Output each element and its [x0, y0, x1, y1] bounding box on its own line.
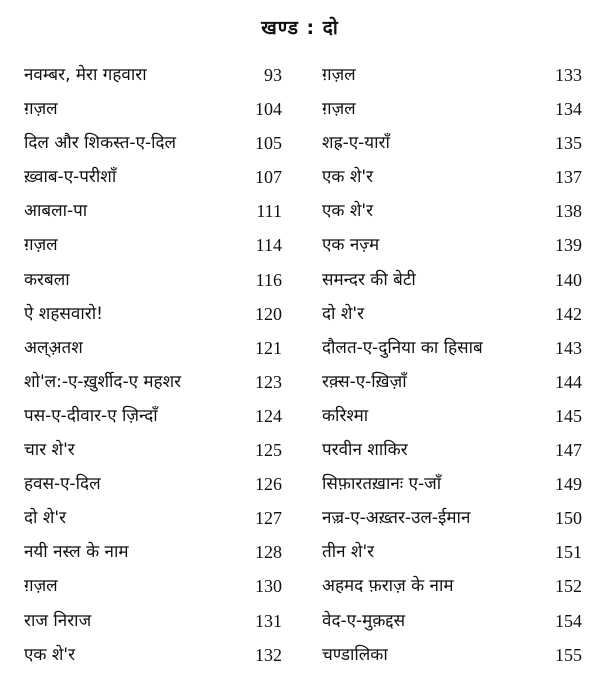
entry-page-number: 130 — [255, 576, 282, 597]
contents-entry — [24, 365, 282, 399]
entry-page-number: 125 — [255, 440, 282, 461]
entry-title: अल्अ़तश — [24, 337, 83, 358]
entry-title: एक शे'र — [322, 201, 374, 222]
entry-title: सिफ़ारतख़ानः ए-जाँ — [322, 474, 442, 495]
entry-page-number: 154 — [555, 610, 582, 631]
contents-entry — [24, 467, 282, 501]
entry-page-number: 139 — [555, 235, 582, 256]
entry-page-number: 135 — [555, 133, 582, 154]
entry-title: नज़्र-ए-अख़्तर-उल-ईमान — [322, 508, 471, 529]
right-contents-column — [322, 58, 582, 672]
entry-title: ग़ज़ल — [24, 235, 58, 256]
entry-title: ऐ शहसवारो! — [24, 303, 103, 324]
entry-page-number: 149 — [555, 474, 582, 495]
entry-page-number: 126 — [255, 474, 282, 495]
entry-title: ग़ज़ल — [24, 99, 58, 120]
contents-entry — [24, 263, 282, 297]
contents-entry — [322, 399, 582, 433]
entry-page-number: 93 — [264, 65, 282, 85]
entry-page-number: 131 — [255, 610, 282, 631]
entry-title: आबला-पा — [24, 201, 88, 222]
contents-entry — [322, 126, 582, 160]
entry-page-number: 114 — [255, 235, 282, 256]
entry-title: तीन शे'र — [322, 542, 375, 563]
contents-entry — [322, 433, 582, 467]
entry-page-number: 132 — [255, 644, 282, 665]
contents-entry — [24, 126, 282, 160]
contents-entry — [322, 535, 582, 569]
entry-title: एक शे'र — [24, 644, 76, 665]
contents-entry — [24, 638, 282, 672]
contents-entry — [322, 263, 582, 297]
entry-page-number: 137 — [555, 167, 582, 188]
entry-page-number: 123 — [255, 371, 282, 392]
entry-title: दो शे'र — [24, 508, 67, 529]
contents-entry — [322, 228, 582, 262]
contents-entry — [322, 194, 582, 228]
contents-entry — [24, 58, 282, 92]
entry-page-number: 107 — [255, 167, 282, 188]
entry-title: हवस-ए-दिल — [24, 474, 101, 495]
entry-page-number: 121 — [255, 337, 282, 358]
entry-title: दिल और शिकस्त-ए-दिल — [24, 133, 177, 154]
entry-title: नयी नस्ल के नाम — [24, 542, 129, 563]
entry-page-number: 116 — [255, 269, 282, 290]
entry-page-number: 143 — [555, 337, 582, 358]
entry-page-number: 144 — [555, 371, 582, 392]
entry-title: पस-ए-दीवार-ए ज़िन्दाँ — [24, 405, 158, 426]
entry-page-number: 105 — [255, 133, 282, 154]
entry-title: रक़्स-ए-ख़िज़ाँ — [322, 371, 407, 392]
contents-entry — [322, 58, 582, 92]
entry-page-number: 142 — [555, 303, 582, 324]
contents-entry — [322, 92, 582, 126]
entry-page-number: 124 — [255, 405, 282, 426]
entry-title: दौलत-ए-दुनिया का हिसाब — [322, 337, 483, 358]
entry-page-number: 140 — [555, 269, 582, 290]
entry-page-number: 145 — [555, 405, 582, 426]
contents-entry — [24, 160, 282, 194]
contents-entry — [24, 297, 282, 331]
entry-page-number: 134 — [555, 99, 582, 120]
section-title: खण्ड : दो — [261, 17, 339, 39]
contents-entry — [24, 399, 282, 433]
entry-page-number: 111 — [256, 201, 282, 222]
entry-title: ख़्वाब-ए-परीशाँ — [24, 167, 117, 188]
contents-entry — [322, 297, 582, 331]
entry-page-number: 138 — [555, 201, 582, 222]
contents-entry — [322, 160, 582, 194]
entry-title: ग़ज़ल — [322, 65, 356, 85]
entry-title: करिश्मा — [322, 405, 369, 426]
entry-title: ग़ज़ल — [24, 576, 58, 597]
entry-page-number: 133 — [555, 65, 582, 85]
entry-title: शह्र-ए-याराँ — [322, 133, 390, 154]
entry-page-number: 147 — [555, 440, 582, 461]
entry-title: समन्दर की बेटी — [322, 269, 416, 290]
entry-page-number: 152 — [555, 576, 582, 597]
entry-page-number: 155 — [555, 644, 582, 665]
contents-entry — [24, 501, 282, 535]
entry-page-number: 128 — [255, 542, 282, 563]
entry-title: राज निराज — [24, 610, 92, 631]
contents-entry — [322, 467, 582, 501]
entry-title: परवीन शाकिर — [322, 440, 408, 461]
contents-entry — [24, 569, 282, 603]
contents-entry — [24, 604, 282, 638]
entry-title: नवम्बर, मेरा गहवारा — [24, 65, 147, 85]
contents-entry — [24, 433, 282, 467]
contents-entry — [24, 228, 282, 262]
entry-title: चार शे'र — [24, 440, 75, 461]
entry-page-number: 151 — [555, 542, 582, 563]
left-contents-column — [24, 58, 282, 672]
contents-entry — [24, 92, 282, 126]
entry-title: अहमद फ़राज़ के नाम — [322, 576, 454, 597]
entry-page-number: 120 — [255, 303, 282, 324]
entry-title: एक शे'र — [322, 167, 374, 188]
contents-entry — [322, 501, 582, 535]
contents-entry — [322, 331, 582, 365]
entry-page-number: 127 — [255, 508, 282, 529]
entry-title: चण्डालिका — [322, 644, 388, 665]
contents-entry — [24, 194, 282, 228]
entry-page-number: 150 — [555, 508, 582, 529]
entry-title: ग़ज़ल — [322, 99, 356, 120]
entry-title: वेद-ए-मुक़द्दस — [322, 610, 406, 631]
entry-title: करबला — [24, 269, 70, 290]
entry-page-number: 104 — [255, 99, 282, 120]
contents-entry — [322, 365, 582, 399]
entry-title: एक नज़्म — [322, 235, 380, 256]
entry-title: शो'ल:-ए-ख़ुर्शीद-ए महशर — [24, 371, 182, 392]
entry-title: दो शे'र — [322, 303, 365, 324]
contents-entry — [322, 569, 582, 603]
contents-entry — [322, 638, 582, 672]
contents-entry — [322, 604, 582, 638]
contents-entry — [24, 331, 282, 365]
contents-entry — [24, 535, 282, 569]
